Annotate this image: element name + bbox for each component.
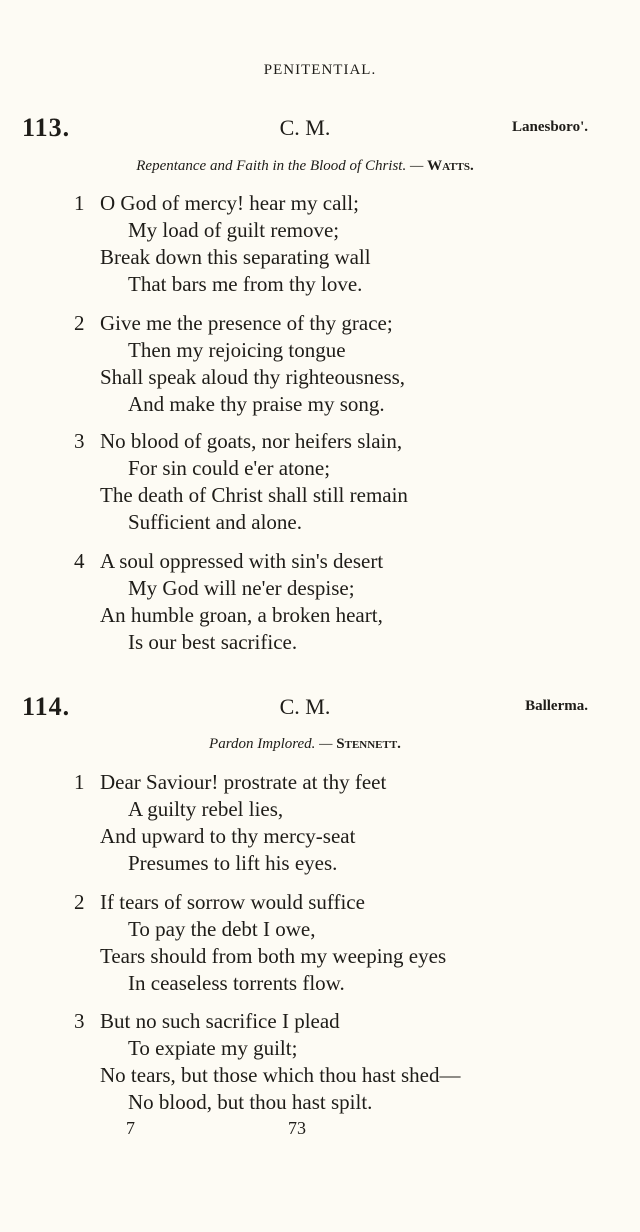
subtitle-author: Watts. [427,158,474,174]
hymn-tune: Ballerma. [525,698,588,714]
verse-line: A guilty rebel lies, [128,797,284,821]
running-head: PENITENTIAL. [263,62,377,78]
verse-number: 2 [74,311,85,335]
verse-line: No blood, but thou hast spilt. [128,1090,373,1114]
verse-line: My God will ne'er despise; [128,576,355,600]
hymn-tune: Lanesboro'. [512,119,588,135]
verse-line: In ceaseless torrents flow. [128,971,345,995]
verse-line: And upward to thy mercy-seat [100,824,356,848]
verse-line: And make thy praise my song. [128,392,385,416]
verse-line: An humble groan, a broken heart, [100,603,383,627]
hymn-number: 114. [22,692,71,721]
page-footer [0,1118,640,1142]
verse-line: To expiate my guilt; [128,1036,298,1060]
verse-line: No blood of goats, nor heifers slain, [100,429,403,453]
verse-line: Give me the presence of thy grace; [100,311,393,335]
verse-line: No tears, but those which thou hast shed— [100,1063,461,1087]
verse-line: Sufficient and alone. [128,510,302,534]
verse-line: Presumes to lift his eyes. [128,851,338,875]
hymn-114-header [0,692,640,722]
hymn-number: 113. [22,113,71,142]
signature-mark: 7 [126,1118,135,1138]
hymn-meter: C. M. [279,115,331,140]
verse-line: A soul oppressed with sin's desert [100,549,384,573]
hymn-114-subtitle [0,736,610,753]
verse-number: 2 [74,890,85,914]
verse-line: But no such sacrifice I plead [100,1009,340,1033]
page-number: 73 [288,1118,306,1138]
verse-number: 3 [74,1009,85,1033]
verse-line: My load of guilt remove; [128,218,340,242]
verse-line: The death of Christ shall still remain [100,483,408,507]
verse-line: If tears of sorrow would suffice [100,890,365,914]
hymn-meter: C. M. [279,694,331,719]
verse-line: Is our best sacrifice. [128,630,298,654]
hymn-113-header [0,113,640,143]
subtitle-author: Stennett. [336,736,401,752]
verse-line: Break down this separating wall [100,245,371,269]
verse-number: 4 [74,549,85,573]
verse-number: 3 [74,429,85,453]
verse-number: 1 [74,770,85,794]
hymn-113-subtitle [0,158,610,175]
subtitle-title: Repentance and Faith in the Blood of Christ. — [136,158,424,174]
verse-line: O God of mercy! hear my call; [100,191,359,215]
verse-line: To pay the debt I owe, [128,917,316,941]
subtitle-title: Pardon Implored. — [209,736,333,752]
verse-line: Then my rejoicing tongue [128,338,346,362]
verse-line: Dear Saviour! prostrate at thy feet [100,770,387,794]
verse-line: For sin could e'er atone; [128,456,331,480]
verse-number: 1 [74,191,85,215]
verse-line: Tears should from both my weeping eyes [100,944,447,968]
verse-line: That bars me from thy love. [128,272,363,296]
verse-line: Shall speak aloud thy righteousness, [100,365,406,389]
